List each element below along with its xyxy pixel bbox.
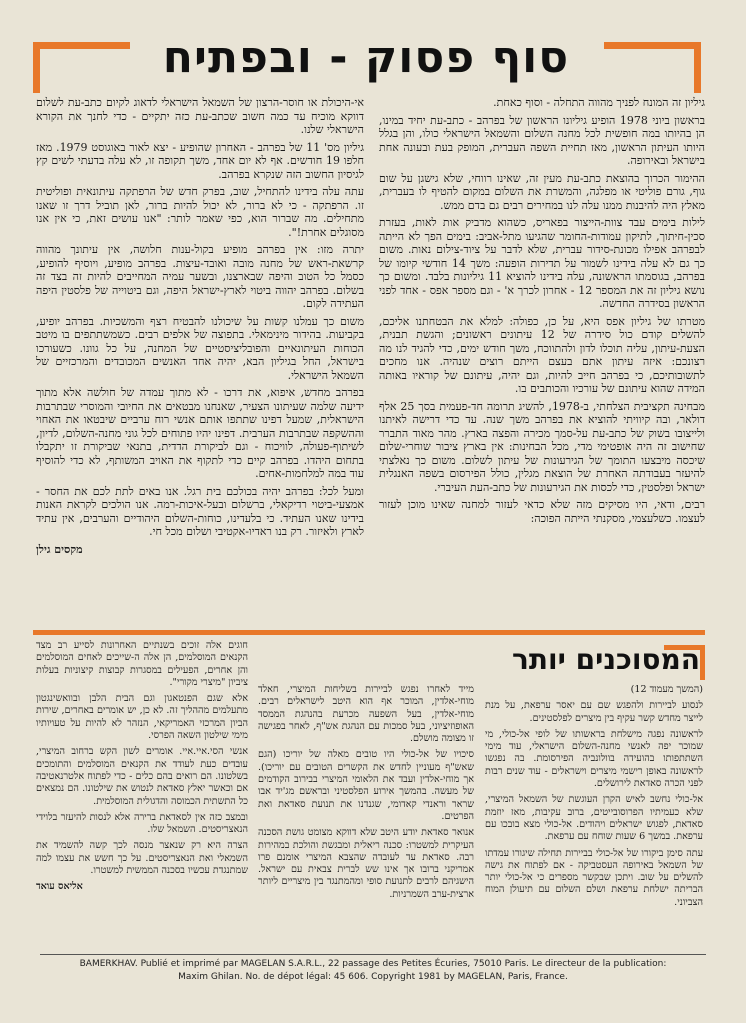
paragraph: מטרתו של גיליון אפס היא, על כן, כפולה: למלא את הבטחתנו אליכם, להשלים קודם כול סידרה של 12 עיתונים ראשונים; והגשת תבנית, הצעת-עיתון, עליה תוכלו לדון ולהתווכח, משך חודש ימים, כדי להגיד לנו מה רצונכם: איזה עיתון אתם בעצם הייתם רוצים שנהיה. אנו מחכים לתשובותיכם, כי בפרהב חייב להיות, וגם יהיה, עיתונם של קוראיו באותה המידה שהוא עיתונם של עורכיו והכותבים בו. — [379, 314, 705, 395]
paragraph: לילות בימים עבד צוות-הייצור בפאריס, כשהוא מדביק אות לאות, בעזרת סכין-חיתוך, לתיקון עמודות-החומר שהגיעו מתל-אביב: בימים הפך לא הייתה לבפרהב אפילו מכונת-סידור עברית, שלא לדבר על ציוד-צילום נאות. משום כך גם לא עלה בידינו לשמור על תדירות הופעה: משך 14 חודשי קיומו של בפרהב, בגוסמתו הראשונה, עלה בידינו להוציא 11 גיליונות בלבד. ומשום כך נושא גיליון זה את המספר 12 - אחרון לכרך א' - וגם מספר אפס - אחד לפני הראשון בסידרה החדשה. — [379, 216, 705, 310]
paragraph: אי-היכולת או חוסר-הרצון של השמאל הישראלי לדאוג לקיום כתב-עת לשלום דווקא מוכיח עד כמה חשוב שכתב-עת כזה יתקיים - כדי לחנך את הקורא הישראלי שלנו. — [36, 96, 364, 136]
paragraph: בראשון ביוני 1978 הופיע גיליונו הראשון של בפרהב - כתב-עת יחיד במינו, הן בהיותו במה חופשית לכל מחנה השלום והשמאל הישראלי כולו, והן בגלל היותו העיתון הראשון, מאז תחיית השפה העברית, המופק בעת ובעונה אחת בישראל ובאירופה. — [379, 113, 705, 167]
paragraph: סיכויו של אל-כולי היו טובים מאלה של יוריכו (הגם שאש"ף מעוניין לחדש את הקשרים הטובים עם יוריכו). אך מוחי-אלדין ועבד את הלאומי המיצרי בבירוב הקודמים של מעשה. בהמשך אירוע הפלסטיני ובראשם מג'יד אבו שראר וראנדי קאדומי, שגנדנו את תנועת סאדאת ואת הפרטים. — [258, 749, 474, 822]
paragraph: אנואר סאדאת יודע היטב שלא דווקא מצומט גושת הסכנה העיקרית למשטרו: סכנה ריאלית ומבגשת והולכת במהירות רבה. סאדאת עד לעובדה שהצבא המיצרי אומנם פרו אמריקני ברובו אך אינו שש לברית צבאית עם ישראל. הישגיהם לרבים לתנועת סופי ומהמתנגד בין מיצריים ליותר ארצית-ערב השמרניות. — [258, 827, 474, 900]
paragraph: לראשונה נפגה מישלחת בראשותו של לופי אל-כולי, מי שמוכר יפה לאנשי מחנה-השלום הישראלי, עוד מימי השתתפותו בהועידה בוולונביה הפירסומת. בה נפגשו לראשונה באופן רישמי מיצרים וישראלים - עוד שנים רבות לפני הכרה סאדאת לירושלים. — [485, 728, 703, 790]
paragraph: ובמצב כזה אין לסאדאת ברירה אלא לנסות להיעזר בלוידי הנאצריסטים. השמאל שלו. — [36, 811, 248, 836]
paragraph: ההימור הכרוך בהוצאת כתב-עת מעין זה, שאינו רווחי, שלא גישגן על שום גוף, גורם פוליטי או מפלגה, והמשרת את השלום במקום להטיף לו בעברית, מאלץ היה להיבנות ממנו עלה לנו במחירים רבים גם בדם ממש. — [379, 171, 705, 212]
footer-line: BAMERKHAV. Publié et imprimé par MAGELAN S.A.R.L., 22 passage des Petites Écuries, 75010 Paris. Le directeur de la publication: — [79, 959, 667, 969]
paragraph: (המשך מעמוד 12) — [630, 684, 703, 695]
header-bracket-left — [33, 42, 130, 93]
paragraph: גיליון מס' 11 של בפרהב - האחרון שהופיע - יצא לאור באוגוסט 1979. מאז חלפו 19 חודשים. אף לא יום אחד, משך תקופה זו, לא עלה בדעתי לשים קץ לגיסיון החשוב הזה שנקרא בפרהב. — [36, 140, 364, 181]
section2-right-column — [485, 684, 703, 948]
article-left-column — [36, 96, 364, 626]
paragraph: גיליון זה המונח לפניך מהווה התחלה - וסוף כאחת. — [493, 96, 705, 109]
paragraph: מייד לאחרו נפגש לביירות בשליחות המיצרי, חאלד מוחי-אלדין, המוכר אף הוא היטב לישראלים רבים. מוחי-אלדין, בעל השפעה מכרעת בהנהגת הממסד האופוזיציוני, בעל סמכות עם הנהגת אש"ף, לאחר בפגישה זו מצומה מושלם. — [258, 684, 474, 745]
paragraph: יתרה מזו: אין בפרהב מופיע בקול-ענות חלושה, אין עיתונך מהווה קרשאת-ראש של מחנה מובה ואובד-עיצות. בפרהב מופיע, ויוסיף להופיע, כסמל כל הטוב והיפה שבארצנו, ובשער עמיה המחייבים להיות זה בצד זה בשלום. בפרהב יהווה ביטוי לארץ-ישראל היפה, וגם ביטוייה של פלסטין היפה העתידה לקום. — [36, 243, 364, 310]
paragraph: אנשי הסי.איי.איי. אומרים לשון הקש ברחוב המיצרי, עובדים כעת לעודד את הקנאים המוסלמים והתומכים בשלטונו. הם רואים בהם כלים - כדי לפתוח אלטרנאטיבה אם וכאשר יאלץ סאדאת לנטוש את שילטונו. הם נמצאים כל התשתית הכמוסה והדגולית המוסלמית. — [36, 746, 248, 807]
publication-footer — [40, 954, 706, 984]
paragraph: מבחינה תקציבית הצלחתי, ב-1978, להשיג תרומה חד-פעמית בסך 25 אלף דולאר, ובה קיוויתי להוציא את בפרהב משך שנה. עד כדי דרישה לאיתנו ולייצובו בשוק של כתב-עת על-סמך מכירה והפצה בארץ. מהר מאוד התברר שחישוב זה היה אופטימי מדי, מכל הבחינות: אין בארץ ציבור שוחרי-שלום שיכסה מיבצעו התומך של הגירעונות של עיתון לשלום. משום כך נאלצתי להיעזר בעבודתה האחרת של הוצאת מגלין, כולל הפירסום בשפה האנגלית ישראל ופלסטין, כדי לכסות את הגירעונות של כתב-העת העיברי. — [379, 399, 705, 494]
paragraph: אלא שגם הפנטאגון וגם הבית הלבן ובוואשינגטון מתעלמים מההליך זה. לא כן, יש אומרים באחרים, שירות הביון המרכזי האמריקאי, הנזהר לא להיות על טעויותיו מימי שילטון השאה הפרסי. — [36, 693, 248, 742]
paragraph: אל-כולי נחשב לאיש הקרן העוגשת של השמאל המיצרי, שלא כעמיתיו הפרוסובייטים, ברוב עקיבות, מאז יוזמת סאדאת, לפגוש ישראלים ויהודים. אל-כולי מצא בובכו עם ערפאת. במשך 6 שעות שוחח עם ערפאת. — [485, 794, 703, 843]
header-bracket-right — [604, 42, 701, 93]
section-divider — [33, 630, 705, 635]
section-title: המסוכנים יותר — [511, 643, 700, 676]
paragraph: עתה עלה בידינו להתחיל, שוב, בפרק חדש של הרפתקה עיתונאית ופוליטית זו. הרפתקה - כי לא ברור, לא יכול להיות ברור, לאן תוביל דרך זו שאנו מתחילים. מה שברור הוא, כפי שאמר לותר: "אנו עושים זאת, כי אין אנו מסוגלים אחרת!". — [36, 185, 364, 239]
paragraph: רבים, ודאי, היו מסיקים מזה שלא כדאי לעזור למחנה שאינו מוכן לעזור לעצמו. כשלעצמי, מסקנתי הייתה הפוכה: — [379, 498, 705, 525]
paragraph: בפרהב מחדש, איפוא, את דרכו - לא מתוך עמדה של חולשה אלא מתוך ידיעה שלמה שעיתונו הצעיר, שאנחנו מבטאים את החיובי והמוסרי שבתרבות הישראלית, שמעל דפינו שתתפו אותם אנשי רוח ערביים שיבטאו את האחוי וההשקפה שבתרבות הערבית. דפינו יהיו פתוחים לכל גוני מחנה-השלום, לדיון, לשיתוף-פעולה, לוויכוח - וגם לביקורת הדדית, בתנאי שביקורת זו יתקבלו בתחום היהדו. בפרהב קיים כדי לתקוף את האויב המשותף, לא כדי להוסיף עוד במה למלחמות-אחים. — [36, 386, 364, 480]
author-signature: מקסים גילן — [36, 542, 83, 556]
article-right-column — [379, 96, 705, 626]
footer-line: Maxim Ghilan. No. de dépot légal: 45 606. Copyright 1981 by MAGELAN, Paris, France. — [178, 972, 568, 982]
section2-middle-column — [258, 684, 474, 948]
paragraph: הצרה היא רק שנאצר מנסה לכך קשה להשמיד את השמאלי ואת הנאצריסטים. על כך חשש את עצמו למה שמתנגדת עכשיו בסכנה הממשית למשטרו. — [36, 840, 248, 877]
author-signature: אליאס עואד — [36, 881, 83, 893]
page-title: סוף פסוק - ובפתיח — [162, 32, 570, 83]
paragraph: משום כך עמלנו קשות על שיכולנו להבטיח רצף והמשכיות. בפרהב יופיע, בקביעות. בהידור מינימאלי. בתפוצה של אלפים רבים. כשמשתתפים בו מיטב הכוחות העיתונאיים והפובליציסטיים של המחנה, על כל גוונו. כשעורכו בישראל, החל בגיליון הבא, יהיה אחד האנשים המכובדים והמרכזיים של השמאל הישראלי. — [36, 314, 364, 382]
paragraph: עתה סימן ביקורו של אל-כולי בביירות תחילה שיגורו עמדתו של השמאל באירופה העסטביקה - אם לפתוח את גישה להשלים על שוב. ויתכן שבקשר מספרים כי אל-כולי יותר הבריתה ישלחת ערפאת ושלם השלום עם תיעולן המוח הצביוני. — [485, 847, 703, 908]
paragraph: חוגים אלה זוכים בשנתיים האחרונות לסייע רב מצד הקנאים המוסלמים, הן אלה ה-שייכים לאחים המוסלמים והן אחרים, הפעילים במסגרות קבוצות קיצוניות בעלות ציביון "מיצרי מקורי". — [36, 640, 248, 688]
paragraph: לנסוע לביירות ולהפגש שם עם יאסר ערפאת, על מנת לייצר מחדש קשר עקיף בין מיצרים לפלסטינים. — [485, 700, 703, 724]
section2-left-column — [36, 640, 248, 948]
paragraph: ומעל לכל: בפרהב יהיה בכולכם בית רגל. אנו באים לתת לכם את החסר - אמצעי-ביטוי רדיקאלי, ברשלום ובעל-איכות-רמה. אנו הולכים לקראת האנות בידינו שאנו העתיד. כי בלעדינו, כוחות-השלום היהודיים והערבים, אין עתיד לארץ ולאיזור. רק בנו ראדיו-אקטיבי ושלום מכל חי. — [36, 484, 364, 538]
